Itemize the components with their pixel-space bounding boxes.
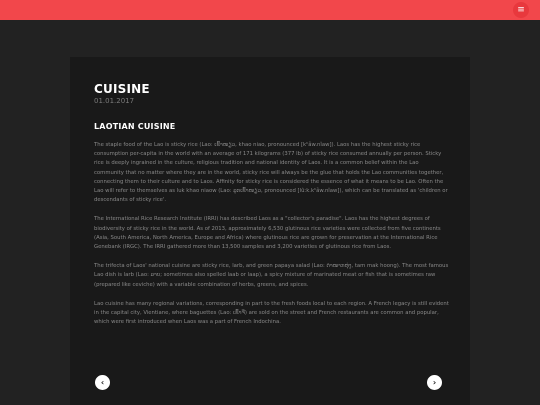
paragraph-2: The International Rice Research Institute (IRRI) has described Laos as a "collector's paradise". Laos has the highest degrees of biodiversity of sticky rice in the world. As of 2013, approximately 6,530 glutinous rice varieties were collected from five continents (Asia, South America, North America, Europe and Africa) where glutinous rice are grown for preservation at the International Rice Genebank (IRGC). The IRRI gathered more than 13,500 samples and 3,200 varieties of glutinous rice from Laos.: [94, 216, 441, 251]
next-button[interactable]: [427, 375, 442, 390]
menu-icon: ≡: [517, 4, 525, 15]
menu-button[interactable]: [513, 2, 529, 18]
article-body: [94, 141, 450, 337]
paragraph-3: The trifecta of Laos' national cuisine are sticky rice, larb, and green papaya salad (Lao: ຕໍາໝາກຫຸ່ງ, tam mak hoong). The most famous Lao dish is larb (Lao: ລາບ; sometimes also spelled laab or laap), a spicy mixture of marinated meat or fish that is sometimes raw (prepared like ceviche) with a variable combination of herbs, greens, and spices.: [94, 263, 449, 288]
article-card: [70, 57, 470, 405]
top-bar: [0, 0, 540, 20]
paragraph-1: The staple food of the Lao is sticky rice (Lao: ເຂົ້າໜຽວ, khao niao, pronounced [kʰȁw.nǐaw]). Laos has the highest sticky rice consumption per-capita in the world with an average of 171 kilograms (377 lb) of sticky rice consumed annually per person. Sticky rice is deeply ingrained in the culture, religious tradition and national identity of Laos. It is a common belief within the Lao community that no matter where they are in the world, sticky rice will always be the glue that holds the Lao communities together, connecting them to their culture and to Laos. Affinity for sticky rice is considered the essence of what it means to be Lao. Often the Lao will refer to themselves as luk khao niaow (Lao: ລູກເຂົ້າໜຽວ, pronounced [lûːk.kʰȁw.nǐaw]), which can be translated as 'children or descendants of sticky rice'.: [94, 142, 448, 204]
post-date: 01.01.2017: [94, 97, 135, 105]
section-title: LAOTIAN CUISINE: [94, 122, 176, 131]
chevron-left-icon: ‹: [100, 378, 105, 387]
previous-button[interactable]: [95, 375, 110, 390]
page-title: CUISINE: [94, 82, 150, 96]
paragraph-4: Lao cuisine has many regional variations, corresponding in part to the fresh foods local to each region. A French legacy is still evident in the capital city, Vientiane, where baguettes (Lao: ເຂົ້າຈີ່) are sold on the street and French restaurants are common and popular, which were first introduced when Laos was a part of French Indochina.: [94, 300, 449, 326]
chevron-right-icon: ›: [432, 378, 437, 387]
